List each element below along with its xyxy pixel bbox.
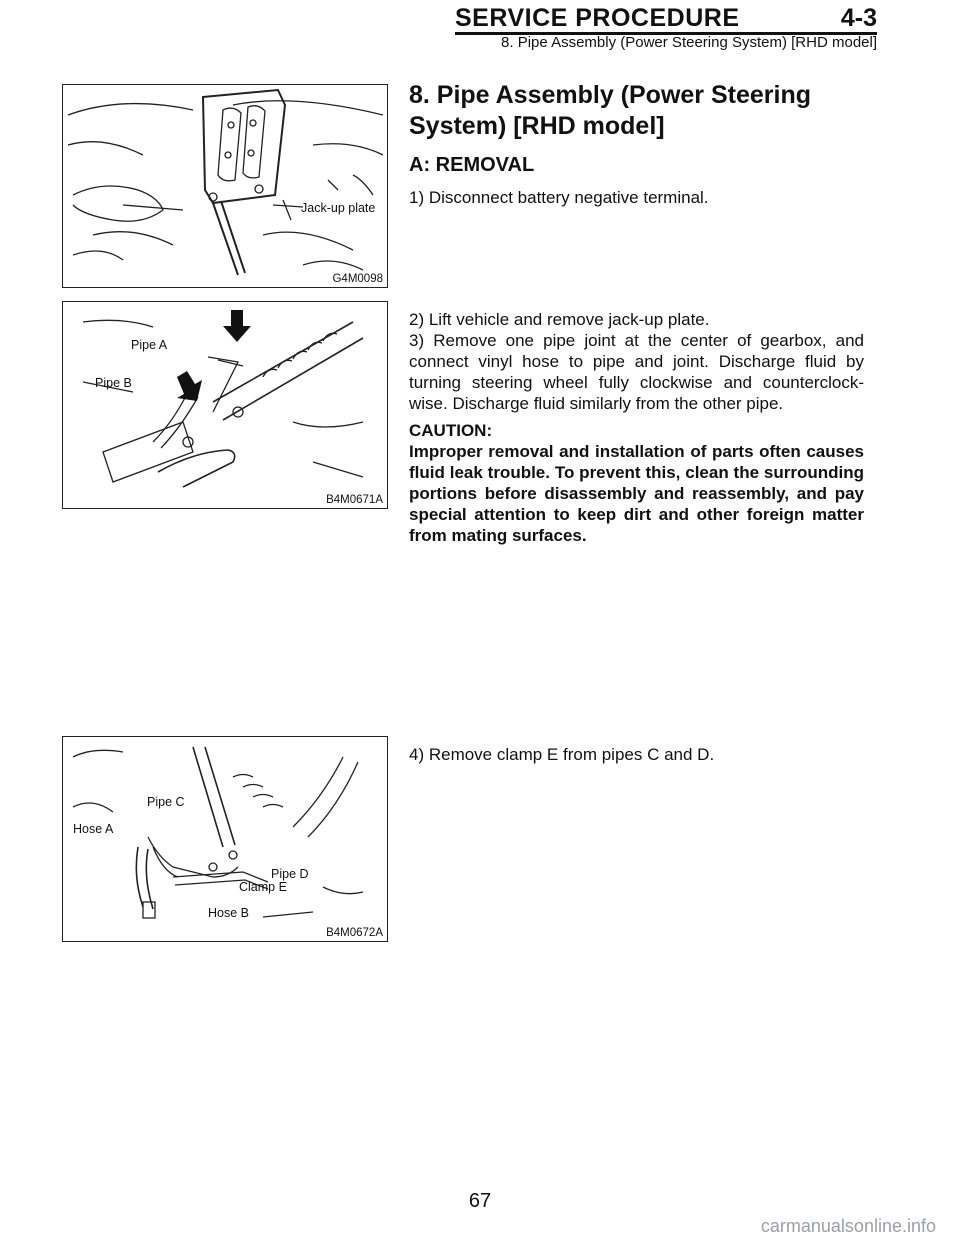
- step-4-block: [409, 744, 864, 765]
- header-section-number: 4-3: [840, 4, 877, 32]
- caution-heading: CAUTION:: [409, 421, 493, 440]
- header-subtitle: 8. Pipe Assembly (Power Steering System) [RHD model]: [501, 34, 877, 51]
- figure-id: B4M0671A: [326, 494, 383, 506]
- steps-2-3-block: [409, 309, 864, 546]
- callout-pipe-b: Pipe B: [95, 376, 132, 390]
- figure-pipes-c-d: [62, 736, 388, 942]
- page-number: 67: [468, 1190, 492, 1212]
- section-header-block: [409, 80, 864, 208]
- section-title: 8. Pipe Assembly (Power Steering System) [RHD model]: [409, 81, 811, 140]
- callout-pipe-a: Pipe A: [131, 338, 168, 352]
- jackup-plate-illustration: [63, 85, 387, 287]
- figure-id: G4M0098: [332, 273, 383, 285]
- subsection-title: A: REMOVAL: [409, 154, 535, 176]
- step-2: 2) Lift vehicle and remove jack-up plate.: [409, 310, 710, 329]
- callout-pipe-c: Pipe C: [147, 795, 185, 809]
- step-4: 4) Remove clamp E from pipes C and D.: [409, 745, 715, 764]
- step-1: 1) Disconnect battery negative terminal.: [409, 188, 709, 207]
- figure-jackup-plate: [62, 84, 388, 288]
- callout-hose-b: Hose B: [208, 906, 249, 920]
- footer-watermark: carmanualsonline.info: [760, 1216, 936, 1236]
- figure-pipes-a-b: [62, 301, 388, 509]
- callout-jackup-plate: Jack-up plate: [301, 201, 376, 215]
- callout-pipe-d: Pipe D: [271, 867, 309, 881]
- pipes-a-b-illustration: [63, 302, 387, 508]
- header-section-title: SERVICE PROCEDURE: [455, 4, 740, 32]
- figure-id: B4M0672A: [326, 927, 383, 939]
- callout-clamp-e: Clamp E: [239, 880, 287, 894]
- step-3: 3) Remove one pipe joint at the center of gearbox, and connect vinyl hose to pipe and joint. Discharge fluid by turning steering wheel fully clockwise and counterclock-wise. Discharge fluid similarly from the other pipe.: [409, 331, 864, 413]
- callout-hose-a: Hose A: [73, 822, 114, 836]
- caution-text: Improper removal and installation of parts often causes fluid leak trouble. To prevent this, clean the surrounding portions before disassembly and reassembly, and pay special attention to keep dirt and other foreign matter from mating surfaces.: [409, 442, 864, 545]
